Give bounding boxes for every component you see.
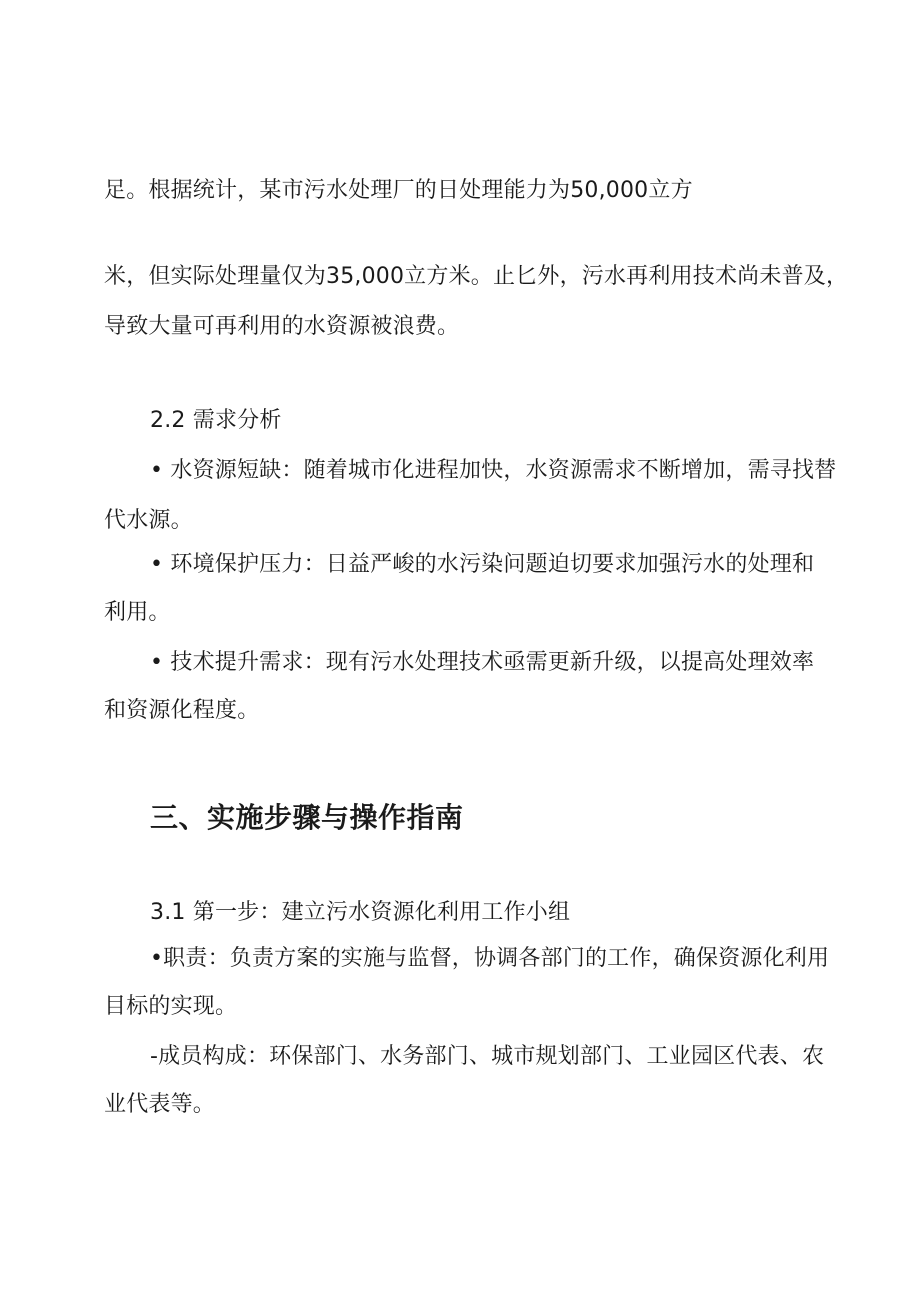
list-item-line: •职责：负责方案的实施与监督，协调各部门的工作，确保资源化利用 — [150, 946, 830, 971]
paragraph-line: 足。根据统计，某市污水处理厂的日处理能力为50,000立方 — [104, 178, 693, 203]
list-item-line: • 环境保护压力：日益严峻的水污染问题迫切要求加强污水的处理和 — [150, 552, 815, 577]
list-item-line: 目标的实现。 — [104, 994, 238, 1019]
list-item-line: • 技术提升需求：现有污水处理技术亟需更新升级，以提高处理效率 — [150, 650, 815, 675]
list-item-line: 代水源。 — [104, 508, 193, 533]
paragraph-line: 导致大量可再利用的水资源被浪费。 — [104, 314, 460, 339]
list-item-line: 业代表等。 — [104, 1092, 216, 1117]
subsection-title: 2.2 需求分析 — [150, 408, 282, 433]
list-item-line: • 水资源短缺：随着城市化进程加快，水资源需求不断增加，需寻找替 — [150, 458, 837, 483]
paragraph-line: 米，但实际处理量仅为35,000立方米。止匕外，污水再利用技术尚未普及， — [104, 264, 849, 289]
list-item-line: 利用。 — [104, 600, 171, 625]
list-item-line: 和资源化程度。 — [104, 698, 260, 723]
list-item-line: -成员构成：环保部门、水务部门、城市规划部门、工业园区代表、农 — [150, 1044, 825, 1069]
subsection-title: 3.1 第一步：建立污水资源化利用工作小组 — [150, 900, 571, 925]
section-heading: 三、实施步骤与操作指南 — [150, 801, 464, 834]
